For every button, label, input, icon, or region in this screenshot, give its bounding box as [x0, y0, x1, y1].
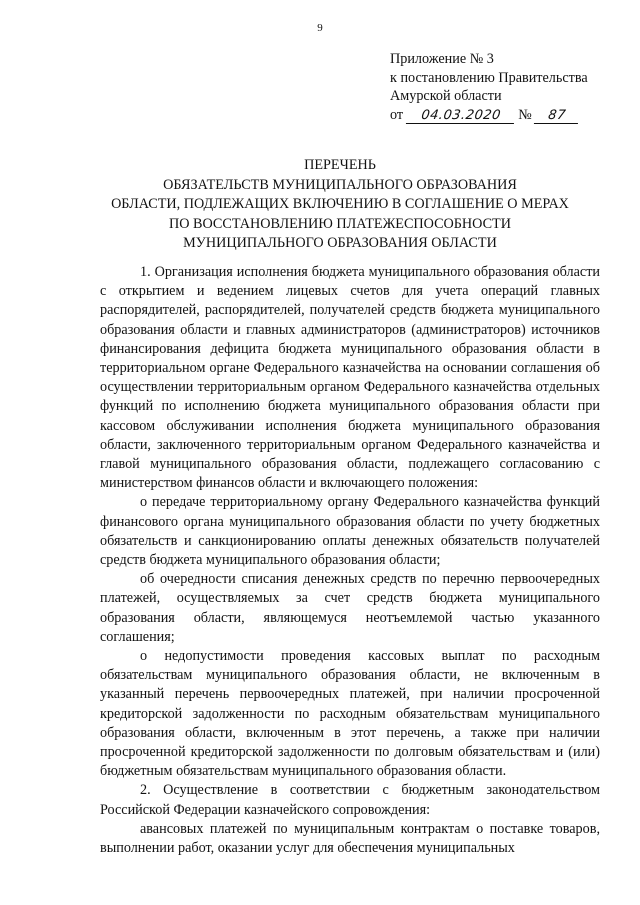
paragraph-4: о недопустимости проведения кассовых выплат по расходным обязательствам муниципального образования области, не включенным в указанный перечень первоочередных платежей, при наличии просроченной кредиторской задолженности по расходным обязательствам муниципального образования области, включенным в этот перечень, а также при наличии просроченной кредиторской задолженности по долговым обязательствам и (или) бюджетным обязательствам муниципального образования области. [100, 648, 600, 780]
appendix-line-2: к постановлению Правительства [390, 69, 588, 86]
number-label: № [518, 106, 532, 123]
appendix-date-line [390, 106, 630, 125]
paragraph-6: авансовых платежей по муниципальным контрактам о поставке товаров, выполнении работ, оказании услуг для обеспечения муниципальных [100, 820, 600, 857]
appendix-line-1: Приложение № 3 [390, 51, 494, 67]
document-title [70, 156, 610, 254]
handwritten-date: 04.03.2020 [406, 108, 516, 124]
paragraph-1: 1. Организация исполнения бюджета муниципального образования области с открытием и ведением лицевых счетов для учета операций главных распорядителей, распорядителей, получателей средств бюджета муниципального образования области и главных администраторов (администраторов) источников финансирования дефицита бюджета муниципального образования области в территориальном органе Федерального казначейства на основании соглашения об осуществлении территориальным органом Федерального казначейства отдельных функций по исполнению бюджета муниципального образования области при кассовом обслуживании исполнения бюджета муниципального образования области, заключенного территориальным органом Федерального казначейства и главой муниципального образования области, подлежащего согласованию с министерством финансов области и включающего положения: [100, 264, 600, 492]
title-line-4: МУНИЦИПАЛЬНОГО ОБРАЗОВАНИЯ ОБЛАСТИ [183, 235, 497, 252]
title-line-1: ОБЯЗАТЕЛЬСТВ МУНИЦИПАЛЬНОГО ОБРАЗОВАНИЯ [163, 176, 517, 193]
title-heading: ПЕРЕЧЕНЬ [304, 157, 376, 173]
appendix-block [390, 50, 630, 124]
paragraph-3: об очередности списания денежных средств по перечню первоочередных платежей, осуществляемых за счет средств бюджета муниципального образования области, являющемуся неотъемлемой частью указанного соглашения; [100, 571, 600, 645]
title-line-3: ПО ВОССТАНОВЛЕНИЮ ПЛАТЕЖЕСПОСОБНОСТИ [169, 215, 511, 232]
title-line-2: ОБЛАСТИ, ПОДЛЕЖАЩИХ ВКЛЮЧЕНИЮ В СОГЛАШЕНИЕ О МЕРАХ [111, 196, 569, 213]
paragraph-2: о передаче территориальному органу Федерального казначейства функций финансового органа муниципального образования области по учету бюджетных обязательств и санкционированию оплаты денежных обязательств получателей средств бюджета муниципального образования области; [100, 494, 600, 569]
appendix-line-3: Амурской области [390, 88, 502, 104]
paragraph-5: 2. Осуществление в соответствии с бюджетным законодательством Российской Федерации казначейского сопровождения: [100, 782, 600, 818]
from-label: от [390, 106, 404, 123]
handwritten-number: 87 [534, 108, 580, 124]
page-number: 9 [317, 22, 323, 34]
document-body [100, 263, 600, 858]
